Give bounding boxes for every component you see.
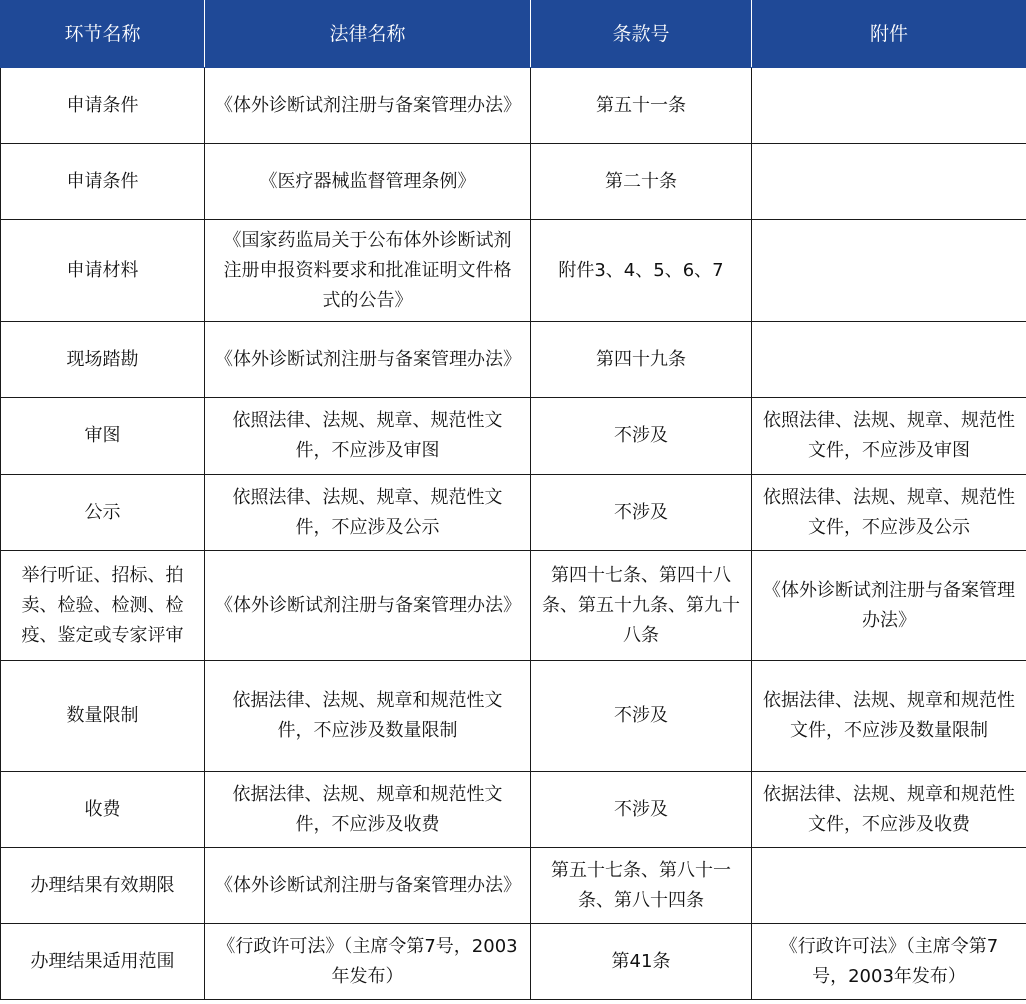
table-row bbox=[1, 398, 1026, 475]
cell-step-name: 申请材料 bbox=[1, 220, 205, 322]
table-row bbox=[1, 661, 1026, 772]
cell-step-name: 申请条件 bbox=[1, 68, 205, 144]
cell-step-name: 举行听证、招标、拍卖、检验、检测、检疫、鉴定或专家评审 bbox=[1, 551, 205, 661]
cell-attachment bbox=[752, 848, 1026, 924]
cell-attachment: 《体外诊断试剂注册与备案管理办法》 bbox=[752, 551, 1026, 661]
cell-law-name: 依照法律、法规、规章、规范性文件，不应涉及公示 bbox=[205, 475, 531, 551]
table-row bbox=[1, 144, 1026, 220]
cell-law-name: 《医疗器械监督管理条例》 bbox=[205, 144, 531, 220]
table-row bbox=[1, 475, 1026, 551]
cell-step-name: 现场踏勘 bbox=[1, 322, 205, 398]
cell-law-name: 《行政许可法》（主席令第7号，2003年发布） bbox=[205, 924, 531, 1000]
cell-clause-number: 不涉及 bbox=[531, 772, 752, 848]
cell-step-name: 审图 bbox=[1, 398, 205, 475]
header-clause-number: 条款号 bbox=[531, 1, 752, 68]
cell-attachment: 依据法律、法规、规章和规范性文件，不应涉及数量限制 bbox=[752, 661, 1026, 772]
cell-clause-number: 第五十一条 bbox=[531, 68, 752, 144]
cell-law-name: 依照法律、法规、规章、规范性文件，不应涉及审图 bbox=[205, 398, 531, 475]
table-row bbox=[1, 924, 1026, 1000]
cell-step-name: 公示 bbox=[1, 475, 205, 551]
cell-attachment bbox=[752, 144, 1026, 220]
cell-attachment: 《行政许可法》（主席令第7号，2003年发布） bbox=[752, 924, 1026, 1000]
table-row bbox=[1, 772, 1026, 848]
cell-law-name: 《体外诊断试剂注册与备案管理办法》 bbox=[205, 322, 531, 398]
table-row bbox=[1, 220, 1026, 322]
cell-step-name: 办理结果适用范围 bbox=[1, 924, 205, 1000]
cell-attachment: 依照法律、法规、规章、规范性文件，不应涉及审图 bbox=[752, 398, 1026, 475]
cell-step-name: 收费 bbox=[1, 772, 205, 848]
header-row bbox=[1, 1, 1026, 68]
table-row bbox=[1, 848, 1026, 924]
cell-law-name: 依据法律、法规、规章和规范性文件，不应涉及收费 bbox=[205, 772, 531, 848]
cell-attachment bbox=[752, 68, 1026, 144]
cell-law-name: 《体外诊断试剂注册与备案管理办法》 bbox=[205, 848, 531, 924]
cell-clause-number: 第四十七条、第四十八条、第五十九条、第九十八条 bbox=[531, 551, 752, 661]
cell-clause-number: 附件3、4、5、6、7 bbox=[531, 220, 752, 322]
cell-attachment bbox=[752, 322, 1026, 398]
cell-clause-number: 不涉及 bbox=[531, 398, 752, 475]
cell-clause-number: 不涉及 bbox=[531, 661, 752, 772]
table-row bbox=[1, 322, 1026, 398]
cell-clause-number: 第41条 bbox=[531, 924, 752, 1000]
cell-law-name: 依据法律、法规、规章和规范性文件，不应涉及数量限制 bbox=[205, 661, 531, 772]
cell-attachment bbox=[752, 220, 1026, 322]
cell-clause-number: 不涉及 bbox=[531, 475, 752, 551]
cell-law-name: 《体外诊断试剂注册与备案管理办法》 bbox=[205, 551, 531, 661]
cell-step-name: 数量限制 bbox=[1, 661, 205, 772]
cell-law-name: 《体外诊断试剂注册与备案管理办法》 bbox=[205, 68, 531, 144]
cell-clause-number: 第五十七条、第八十一条、第八十四条 bbox=[531, 848, 752, 924]
header-attachment: 附件 bbox=[752, 1, 1026, 68]
cell-attachment: 依据法律、法规、规章和规范性文件，不应涉及收费 bbox=[752, 772, 1026, 848]
cell-clause-number: 第二十条 bbox=[531, 144, 752, 220]
cell-step-name: 办理结果有效期限 bbox=[1, 848, 205, 924]
cell-step-name: 申请条件 bbox=[1, 144, 205, 220]
header-step-name: 环节名称 bbox=[1, 1, 205, 68]
table-row bbox=[1, 551, 1026, 661]
cell-law-name: 《国家药监局关于公布体外诊断试剂注册申报资料要求和批准证明文件格式的公告》 bbox=[205, 220, 531, 322]
header-law-name: 法律名称 bbox=[205, 1, 531, 68]
table-row bbox=[1, 68, 1026, 144]
cell-attachment: 依照法律、法规、规章、规范性文件，不应涉及公示 bbox=[752, 475, 1026, 551]
cell-clause-number: 第四十九条 bbox=[531, 322, 752, 398]
